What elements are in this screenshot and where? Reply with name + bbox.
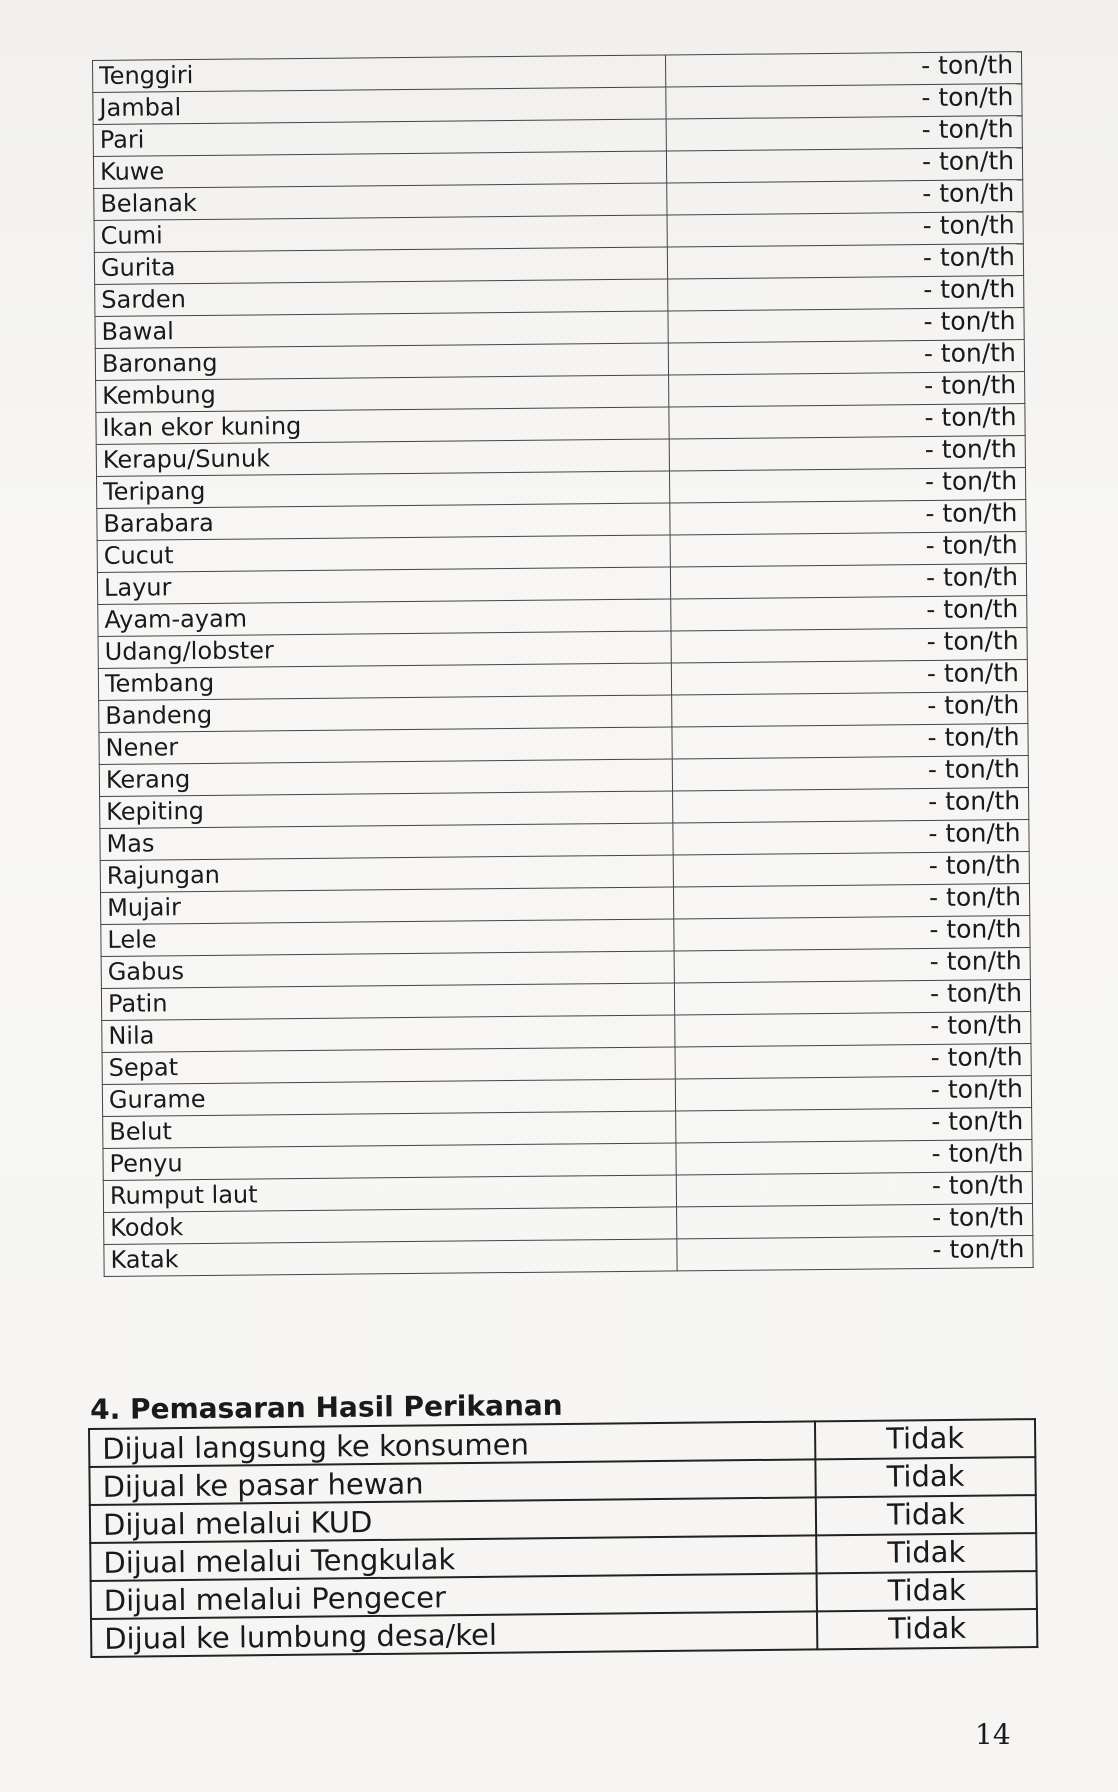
fish-name-cell: Rajungan (100, 855, 673, 892)
fish-name-cell: Barabara (97, 503, 670, 540)
marketing-value-cell: Tidak (816, 1533, 1036, 1573)
fish-name-cell: Cucut (97, 535, 670, 572)
fish-value-cell: - ton/th (669, 468, 1025, 503)
fish-name-cell: Mujair (100, 887, 673, 924)
fish-value-cell: - ton/th (669, 436, 1025, 471)
fish-value-cell: - ton/th (674, 980, 1030, 1015)
fish-value-cell: - ton/th (676, 1172, 1032, 1207)
marketing-body (89, 1419, 1037, 1657)
fish-name-cell: Nila (102, 1015, 675, 1052)
fish-name-cell: Kembung (96, 375, 669, 412)
fish-name-cell: Tembang (98, 663, 671, 700)
fish-name-cell: Bandeng (99, 695, 672, 732)
section-title: 4. Pemasaran Hasil Perikanan (90, 1388, 563, 1426)
marketing-value-cell: Tidak (817, 1571, 1037, 1611)
marketing-value-cell: Tidak (815, 1457, 1035, 1497)
fish-value-cell: - ton/th (673, 788, 1029, 823)
fish-name-cell: Katak (104, 1239, 677, 1276)
fish-value-cell: - ton/th (673, 884, 1029, 919)
fish-value-cell: - ton/th (665, 52, 1021, 87)
fish-name-cell: Cumi (94, 215, 667, 252)
fish-name-cell: Belut (103, 1111, 676, 1148)
fish-value-cell: - ton/th (666, 84, 1022, 119)
fish-value-cell: - ton/th (667, 244, 1023, 279)
fish-value-cell: - ton/th (672, 756, 1028, 791)
marketing-value-cell: Tidak (816, 1495, 1036, 1535)
page-number: 14 (975, 1718, 1011, 1751)
fish-value-cell: - ton/th (666, 116, 1022, 151)
fish-name-cell: Ikan ekor kuning (96, 407, 669, 444)
fish-name-cell: Kepiting (100, 791, 673, 828)
fish-name-cell: Gabus (101, 951, 674, 988)
fish-value-cell: - ton/th (668, 308, 1024, 343)
marketing-label-cell: Dijual langsung ke konsumen (89, 1421, 815, 1467)
fish-value-cell: - ton/th (669, 404, 1025, 439)
fish-name-cell: Belanak (94, 183, 667, 220)
fish-name-cell: Bawal (95, 311, 668, 348)
fish-value-cell: - ton/th (668, 340, 1024, 375)
fish-name-cell: Rumput laut (103, 1175, 676, 1212)
fish-name-cell: Kuwe (93, 151, 666, 188)
fish-value-cell: - ton/th (674, 948, 1030, 983)
fish-name-cell: Mas (100, 823, 673, 860)
fish-value-cell: - ton/th (670, 532, 1026, 567)
fish-name-cell: Layur (97, 567, 670, 604)
fish-value-cell: - ton/th (677, 1204, 1033, 1239)
fish-value-cell: - ton/th (668, 276, 1024, 311)
fish-value-cell: - ton/th (666, 148, 1022, 183)
fish-value-cell: - ton/th (675, 1012, 1031, 1047)
fish-production-table (92, 51, 1034, 1277)
fish-name-cell: Kodok (104, 1207, 677, 1244)
fish-value-cell: - ton/th (671, 596, 1027, 631)
fish-name-cell: Teripang (96, 471, 669, 508)
marketing-value-cell: Tidak (817, 1609, 1037, 1649)
fish-value-cell: - ton/th (673, 852, 1029, 887)
fish-value-cell: - ton/th (676, 1108, 1032, 1143)
fish-name-cell: Sarden (95, 279, 668, 316)
fish-name-cell: Tenggiri (93, 55, 666, 92)
fish-name-cell: Udang/lobster (98, 631, 671, 668)
fish-name-cell: Kerapu/Sunuk (96, 439, 669, 476)
fish-name-cell: Baronang (95, 343, 668, 380)
fish-value-cell: - ton/th (670, 500, 1026, 535)
fish-name-cell: Nener (99, 727, 672, 764)
marketing-label-cell: Dijual melalui Tengkulak (90, 1535, 816, 1581)
fish-value-cell: - ton/th (675, 1044, 1031, 1079)
marketing-label-cell: Dijual ke pasar hewan (89, 1459, 815, 1505)
fish-value-cell: - ton/th (673, 820, 1029, 855)
fish-value-cell: - ton/th (669, 372, 1025, 407)
fish-name-cell: Lele (101, 919, 674, 956)
fish-value-cell: - ton/th (672, 692, 1028, 727)
marketing-value-cell: Tidak (815, 1419, 1035, 1459)
fish-value-cell: - ton/th (670, 564, 1026, 599)
fish-name-cell: Ayam-ayam (98, 599, 671, 636)
fish-value-cell: - ton/th (677, 1236, 1033, 1271)
fish-name-cell: Gurita (94, 247, 667, 284)
marketing-label-cell: Dijual melalui KUD (90, 1497, 816, 1543)
fish-name-cell: Sepat (102, 1047, 675, 1084)
fish-value-cell: - ton/th (667, 180, 1023, 215)
fish-value-cell: - ton/th (672, 724, 1028, 759)
marketing-table (88, 1418, 1038, 1658)
marketing-label-cell: Dijual melalui Pengecer (91, 1573, 817, 1619)
fish-value-cell: - ton/th (671, 628, 1027, 663)
fish-name-cell: Penyu (103, 1143, 676, 1180)
fish-name-cell: Kerang (99, 759, 672, 796)
fish-value-cell: - ton/th (671, 660, 1027, 695)
fish-name-cell: Pari (93, 119, 666, 156)
fish-name-cell: Gurame (102, 1079, 675, 1116)
fish-name-cell: Patin (101, 983, 674, 1020)
fish-value-cell: - ton/th (674, 916, 1030, 951)
marketing-label-cell: Dijual ke lumbung desa/kel (91, 1611, 817, 1657)
fish-value-cell: - ton/th (676, 1140, 1032, 1175)
fish-value-cell: - ton/th (675, 1076, 1031, 1111)
fish-production-body (93, 52, 1034, 1277)
fish-value-cell: - ton/th (667, 212, 1023, 247)
fish-name-cell: Jambal (93, 87, 666, 124)
